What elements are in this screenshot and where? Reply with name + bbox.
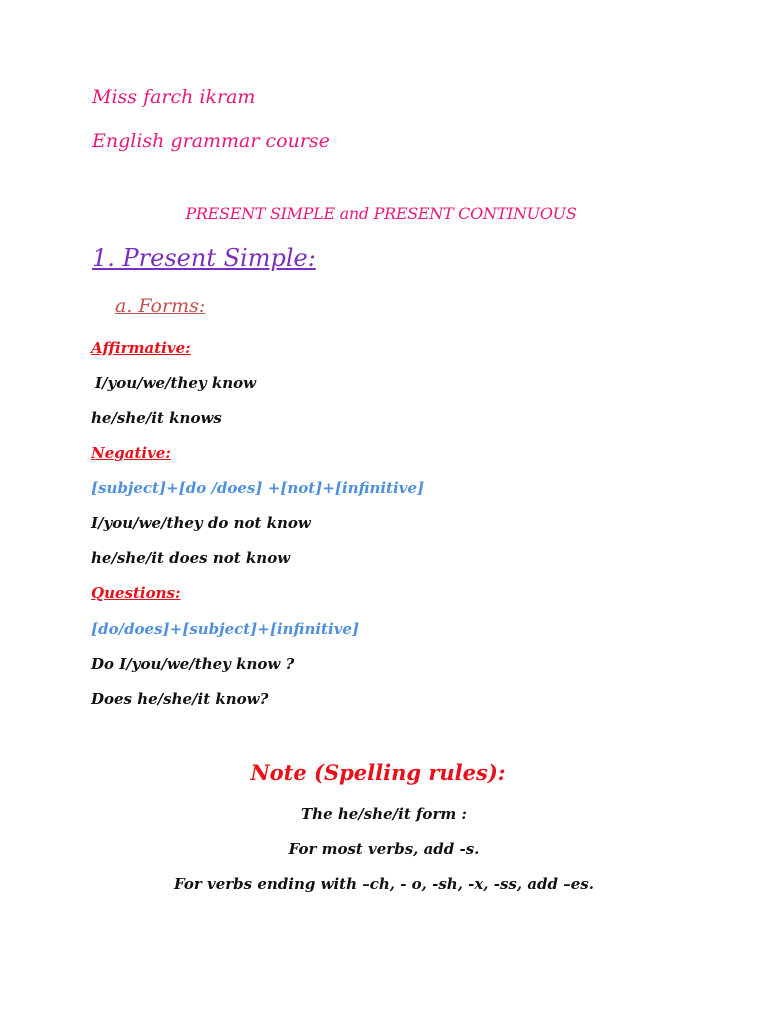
spelling-rule: For verbs ending with –ch, - o, -sh, -x, -ss, add –es. bbox=[174, 875, 594, 893]
questions-formula: [do/does]+[subject]+[infinitive] bbox=[91, 620, 360, 638]
affirmative-example: he/she/it knows bbox=[91, 409, 222, 427]
spelling-rule: For most verbs, add -s. bbox=[288, 840, 480, 858]
spelling-rule: The he/she/it form : bbox=[301, 805, 467, 823]
topic-title: PRESENT SIMPLE and PRESENT CONTINUOUS bbox=[185, 204, 577, 223]
affirmative-label: Affirmative: bbox=[91, 339, 191, 357]
question-example: Do I/you/we/they know ? bbox=[91, 655, 295, 673]
negative-example: I/you/we/they do not know bbox=[91, 514, 311, 532]
course-title: English grammar course bbox=[92, 130, 330, 152]
section-heading: 1. Present Simple: bbox=[92, 244, 316, 272]
author-name: Miss farch ikram bbox=[92, 86, 256, 108]
affirmative-example: I/you/we/they know bbox=[95, 374, 257, 392]
subsection-heading: a. Forms: bbox=[115, 295, 206, 317]
negative-formula: [subject]+[do /does] +[not]+[infinitive] bbox=[91, 479, 425, 497]
question-example: Does he/she/it know? bbox=[91, 690, 269, 708]
negative-example: he/she/it does not know bbox=[91, 549, 291, 567]
negative-label: Negative: bbox=[91, 444, 171, 462]
questions-label: Questions: bbox=[91, 584, 181, 602]
note-title: Note (Spelling rules): bbox=[250, 760, 506, 785]
